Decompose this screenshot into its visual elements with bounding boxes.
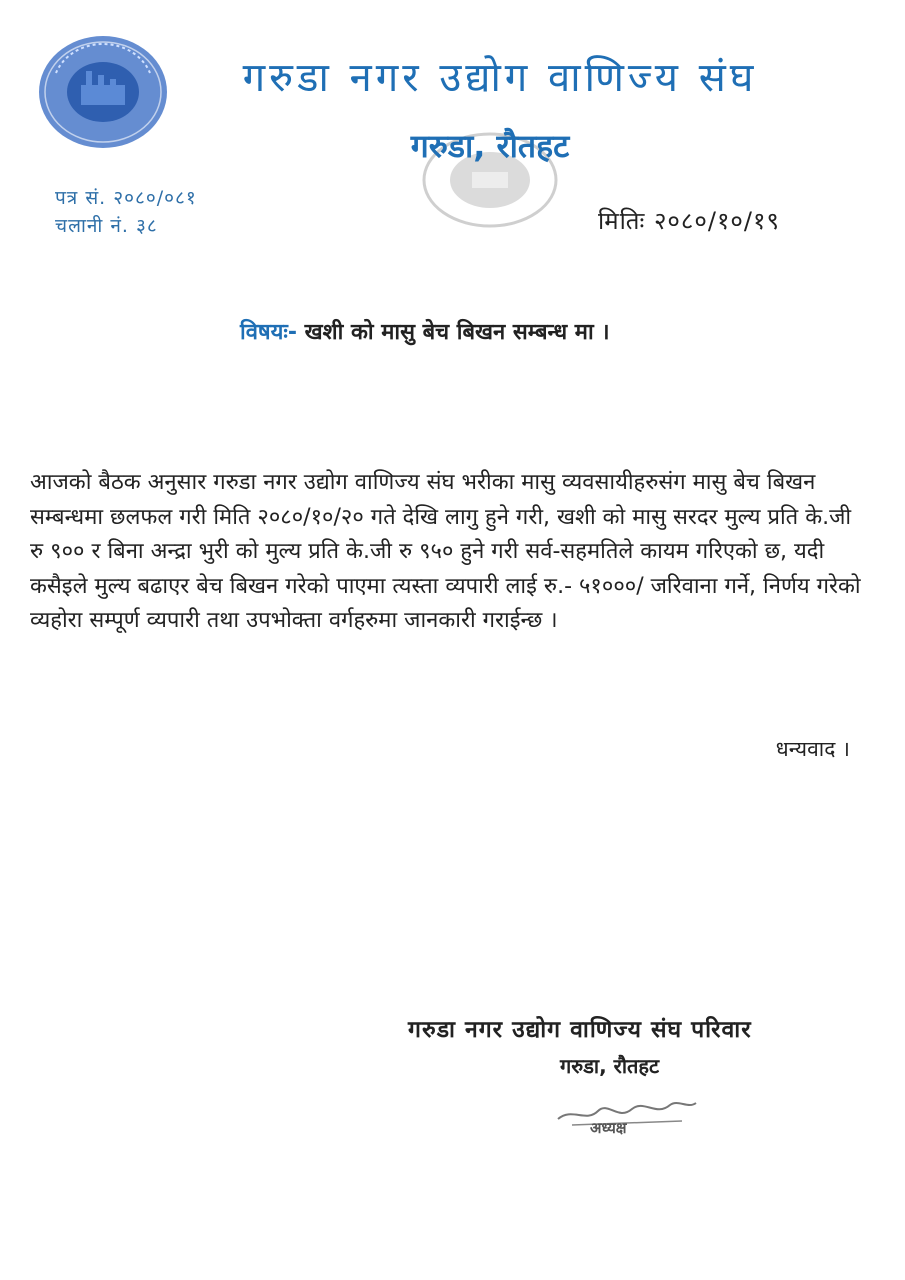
- signatory-title: अध्यक्ष: [590, 1119, 627, 1137]
- dispatch-number: चलानी नं. ३८: [55, 215, 158, 237]
- subject-label: विषयः-: [240, 320, 297, 345]
- subject-text: खशी को मासु बेच बिखन सम्बन्ध मा ।: [304, 320, 610, 345]
- subject-line: [240, 316, 610, 346]
- letter-date: मितिः २०८०/१०/१९: [598, 207, 780, 235]
- thanks-text: धन्यवाद ।: [775, 737, 850, 761]
- letter-number: पत्र सं. २०८०/०८१: [55, 187, 197, 209]
- signature-place: गरुडा, रौतहट: [560, 1054, 660, 1078]
- organization-place: गरुडा, रौतहट: [410, 127, 570, 165]
- organization-name: गरुडा नगर उद्योग वाणिज्य संघ: [242, 55, 758, 101]
- letter-body: [30, 466, 862, 639]
- handwritten-signature: [552, 1093, 702, 1141]
- body-paragraph: आजको बैठक अनुसार गरुडा नगर उद्योग वाणिज्य संघ भरीका मासु व्यवसायीहरुसंग मासु बेच बिखन सम्बन्धमा छलफल गरी मिति २०८०/१०/२० गते देखि लागु हुने गरी, खशी को मासु सरदर मुल्य प्रति के.जी रु ९०० र बिना अन्द्रा भुरी को मुल्य प्रति के.जी रु ९५० हुने गरी सर्व-सहमतिले कायम गरिएको छ, यदी कसैइले मुल्य बढाएर बेच बिखन गरेको पाएमा त्यस्ता व्यपारी लाई रु.- ५१०००/ जरिवाना गर्ने, निर्णय गरेको व्यहोरा सम्पूर्ण व्यपारी तथा उपभोक्ता वर्गहरुमा जानकारी गराईन्छ ।: [30, 470, 861, 633]
- signature-organization: गरुडा नगर उद्योग वाणिज्य संघ परिवार: [408, 1017, 752, 1043]
